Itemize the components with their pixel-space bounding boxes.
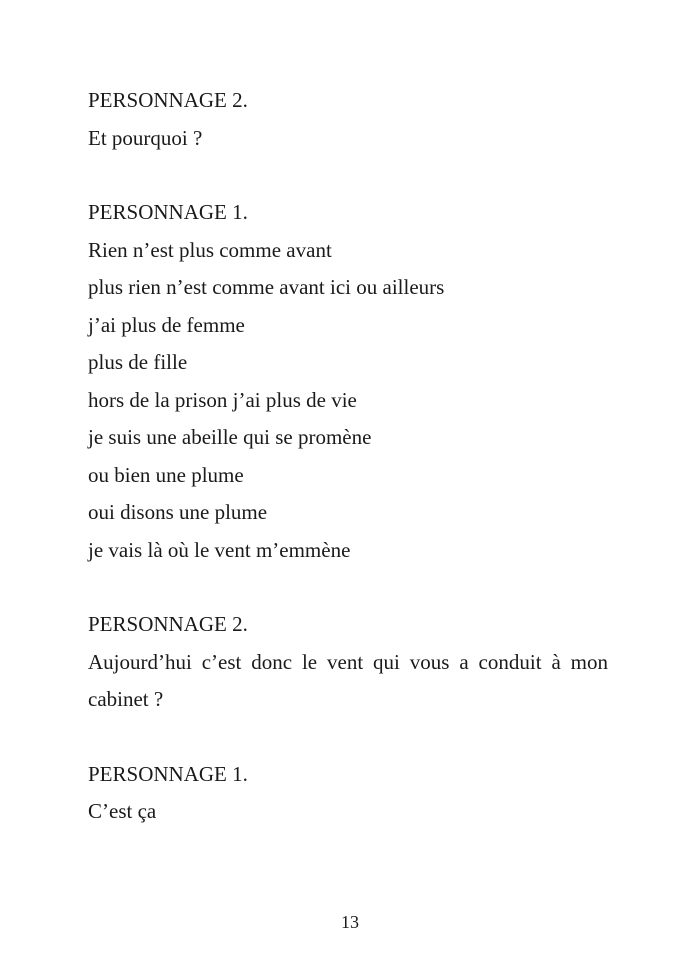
dialogue-block [88, 756, 608, 831]
dialogue-line: oui disons une plume [88, 500, 268, 524]
dialogue-line: plus rien n’est comme avant ici ou ailleurs [88, 275, 445, 299]
speaker-name: PERSONNAGE 2. [88, 88, 248, 112]
dialogue-line: Aujourd’hui c’est donc le vent qui vous a conduit à mon cabinet ? [88, 649, 608, 711]
speaker-name: PERSONNAGE 1. [88, 200, 248, 224]
dialogue-line: j’ai plus de femme [88, 312, 245, 337]
dialogue-line: plus de fille [88, 350, 188, 374]
dialogue-line: hors de la prison j’ai plus de vie [88, 387, 357, 412]
dialogue-block [88, 82, 608, 157]
dialogue-line: Rien n’est plus comme avant [88, 237, 332, 262]
play-script-page [88, 82, 608, 868]
dialogue-line: je vais là où le vent m’emmène [88, 537, 351, 562]
speaker-name: PERSONNAGE 1. [88, 761, 248, 786]
dialogue-line: ou bien une plume [88, 462, 244, 487]
dialogue-line: C’est ça [88, 799, 157, 823]
dialogue-line: je suis une abeille qui se promène [88, 425, 372, 449]
page-number: 13 [341, 912, 359, 932]
dialogue-block [88, 194, 608, 569]
speaker-name: PERSONNAGE 2. [88, 612, 248, 636]
dialogue-line: Et pourquoi ? [88, 125, 203, 150]
dialogue-block [88, 606, 608, 719]
